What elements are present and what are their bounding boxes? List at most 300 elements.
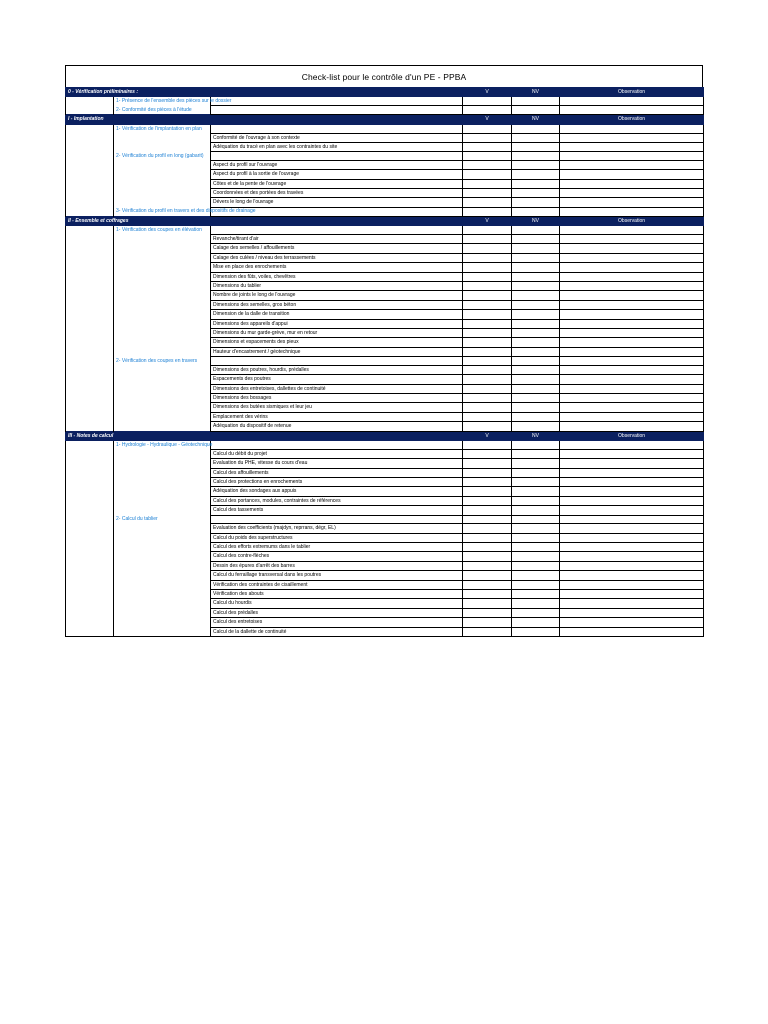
- checklist-item-row: [66, 235, 704, 244]
- checklist-item-row: [66, 244, 704, 253]
- observation-cell[interactable]: [560, 459, 704, 468]
- observation-cell[interactable]: [560, 384, 704, 393]
- v-cell[interactable]: [463, 599, 512, 608]
- observation-cell[interactable]: [560, 365, 704, 374]
- nv-cell[interactable]: [512, 207, 560, 216]
- nv-cell[interactable]: [512, 244, 560, 253]
- v-cell[interactable]: [463, 561, 512, 570]
- checklist-item-row: [66, 347, 704, 356]
- subsection-spacer: [211, 97, 463, 106]
- subsection-row: [66, 124, 704, 133]
- nv-cell[interactable]: [512, 152, 560, 160]
- nv-cell[interactable]: [512, 310, 560, 319]
- v-cell[interactable]: [463, 282, 512, 291]
- row-index-cell: [66, 627, 114, 636]
- observation-cell[interactable]: [560, 170, 704, 179]
- subsection-row: [66, 357, 704, 365]
- observation-cell[interactable]: [560, 97, 704, 106]
- v-cell[interactable]: [463, 449, 512, 458]
- row-index-cell: [66, 365, 114, 374]
- row-index-cell: [66, 589, 114, 598]
- v-cell[interactable]: [463, 580, 512, 589]
- section-header-row: [66, 88, 704, 97]
- item-label: Calcul des protections en enrochements: [211, 478, 463, 487]
- observation-cell[interactable]: [560, 244, 704, 253]
- item-label: Dimension de la dalle de transition: [211, 310, 463, 319]
- row-index-cell: [66, 329, 114, 338]
- observation-cell[interactable]: [560, 487, 704, 496]
- observation-cell[interactable]: [560, 310, 704, 319]
- row-index-cell: [66, 319, 114, 328]
- item-label: Evaluation du PHE, vitesse du cours d'eau: [211, 459, 463, 468]
- observation-cell[interactable]: [560, 253, 704, 262]
- checklist-item-row: [66, 412, 704, 421]
- v-cell[interactable]: [463, 357, 512, 365]
- checklist-item-row: [66, 133, 704, 142]
- item-label: Conformité de l'ouvrage à son contexte: [211, 133, 463, 142]
- row-index-cell: [66, 375, 114, 384]
- v-cell[interactable]: [463, 393, 512, 402]
- nv-cell[interactable]: [512, 170, 560, 179]
- item-label: Dimensions des butées sismiques et leur jeu: [211, 403, 463, 412]
- row-index-cell: [66, 226, 114, 235]
- nv-cell[interactable]: [512, 608, 560, 617]
- checklist-item-row: [66, 403, 704, 412]
- subsection-spacer: [211, 226, 463, 235]
- nv-cell[interactable]: [512, 179, 560, 188]
- row-index-cell: [66, 515, 114, 523]
- observation-cell[interactable]: [560, 422, 704, 431]
- nv-cell[interactable]: [512, 235, 560, 244]
- row-index-cell: [66, 235, 114, 244]
- v-cell[interactable]: [463, 188, 512, 197]
- row-index-cell: [66, 393, 114, 402]
- subsection-label: 2- Vérification du profil en long (gabarit): [114, 152, 211, 160]
- nv-cell[interactable]: [512, 357, 560, 365]
- nv-cell[interactable]: [512, 393, 560, 402]
- observation-cell[interactable]: [560, 263, 704, 272]
- row-index-cell: [66, 487, 114, 496]
- nv-cell[interactable]: [512, 188, 560, 197]
- observation-cell[interactable]: [560, 357, 704, 365]
- item-label: Dessin des épures d'arrêt des barres: [211, 561, 463, 570]
- checklist-item-row: [66, 310, 704, 319]
- v-cell[interactable]: [463, 506, 512, 515]
- observation-cell[interactable]: [560, 300, 704, 309]
- v-cell[interactable]: [463, 272, 512, 281]
- item-spacer-cell: [114, 487, 211, 496]
- subsection-spacer: [211, 440, 463, 449]
- nv-cell[interactable]: [512, 300, 560, 309]
- nv-cell[interactable]: [512, 365, 560, 374]
- observation-cell[interactable]: [560, 468, 704, 477]
- nv-cell[interactable]: [512, 412, 560, 421]
- row-index-cell: [66, 179, 114, 188]
- item-spacer-cell: [114, 506, 211, 515]
- v-cell[interactable]: [463, 198, 512, 207]
- checklist-item-row: [66, 468, 704, 477]
- checklist-item-row: [66, 198, 704, 207]
- nv-cell[interactable]: [512, 338, 560, 347]
- checklist-item-row: [66, 580, 704, 589]
- nv-cell[interactable]: [512, 533, 560, 542]
- observation-cell[interactable]: [560, 160, 704, 169]
- nv-cell[interactable]: [512, 319, 560, 328]
- nv-cell[interactable]: [512, 403, 560, 412]
- row-index-cell: [66, 97, 114, 106]
- item-label: Dimensions des bossages: [211, 393, 463, 402]
- nv-cell[interactable]: [512, 282, 560, 291]
- row-index-cell: [66, 384, 114, 393]
- nv-cell[interactable]: [512, 449, 560, 458]
- v-cell[interactable]: [463, 207, 512, 216]
- col-header-v: V: [463, 88, 512, 97]
- observation-cell[interactable]: [560, 179, 704, 188]
- item-label: Vérification des abouts: [211, 589, 463, 598]
- item-label: Adéquation des sondages aux appuis: [211, 487, 463, 496]
- item-label: Dimensions des appareils d'appui: [211, 319, 463, 328]
- observation-cell[interactable]: [560, 291, 704, 300]
- v-cell[interactable]: [463, 487, 512, 496]
- row-index-cell: [66, 449, 114, 458]
- row-index-cell: [66, 347, 114, 356]
- checklist-item-row: [66, 160, 704, 169]
- nv-cell[interactable]: [512, 291, 560, 300]
- v-cell[interactable]: [463, 412, 512, 421]
- checklist-item-row: [66, 459, 704, 468]
- nv-cell[interactable]: [512, 524, 560, 533]
- nv-cell[interactable]: [512, 263, 560, 272]
- checklist-table: [65, 87, 704, 637]
- v-cell[interactable]: [463, 524, 512, 533]
- item-spacer-cell: [114, 347, 211, 356]
- item-label: Dimensions des semelles, gros béton: [211, 300, 463, 309]
- observation-cell[interactable]: [560, 272, 704, 281]
- v-cell[interactable]: [463, 106, 512, 115]
- nv-cell[interactable]: [512, 253, 560, 262]
- subsection-row: [66, 106, 704, 115]
- observation-cell[interactable]: [560, 599, 704, 608]
- nv-cell[interactable]: [512, 106, 560, 115]
- v-cell[interactable]: [463, 124, 512, 133]
- row-index-cell: [66, 459, 114, 468]
- observation-cell[interactable]: [560, 319, 704, 328]
- v-cell[interactable]: [463, 152, 512, 160]
- observation-cell[interactable]: [560, 580, 704, 589]
- checklist-item-row: [66, 384, 704, 393]
- subsection-row: [66, 440, 704, 449]
- v-cell[interactable]: [463, 618, 512, 627]
- nv-cell[interactable]: [512, 561, 560, 570]
- v-cell[interactable]: [463, 542, 512, 551]
- col-header-nv: NV: [512, 115, 560, 124]
- row-index-cell: [66, 618, 114, 627]
- checklist-item-row: [66, 272, 704, 281]
- row-index-cell: [66, 310, 114, 319]
- nv-cell[interactable]: [512, 571, 560, 580]
- section-header-label: II - Ensemble et coffrages: [66, 216, 463, 225]
- section-header-label: I - Implantation: [66, 115, 463, 124]
- v-cell[interactable]: [463, 179, 512, 188]
- item-spacer-cell: [114, 282, 211, 291]
- nv-cell[interactable]: [512, 459, 560, 468]
- v-cell[interactable]: [463, 142, 512, 151]
- item-spacer-cell: [114, 170, 211, 179]
- checklist-item-row: [66, 393, 704, 402]
- v-cell[interactable]: [463, 571, 512, 580]
- nv-cell[interactable]: [512, 487, 560, 496]
- subsection-row: [66, 97, 704, 106]
- nv-cell[interactable]: [512, 440, 560, 449]
- item-label: Calcul du hourdis: [211, 599, 463, 608]
- subsection-label: 1- Vérification de l'implantation en plan: [114, 124, 211, 133]
- nv-cell[interactable]: [512, 347, 560, 356]
- item-spacer-cell: [114, 300, 211, 309]
- row-index-cell: [66, 571, 114, 580]
- row-index-cell: [66, 207, 114, 216]
- observation-cell[interactable]: [560, 561, 704, 570]
- observation-cell[interactable]: [560, 524, 704, 533]
- observation-cell[interactable]: [560, 338, 704, 347]
- item-label: Aspect du profil à la sortie de l'ouvrage: [211, 170, 463, 179]
- item-spacer-cell: [114, 253, 211, 262]
- item-label: Adéquation du tracé en plan avec les contraintes du site: [211, 142, 463, 151]
- row-index-cell: [66, 291, 114, 300]
- subsection-label: 3- Vérification du profil en travers et des dispositifs de drainage: [114, 207, 211, 216]
- nv-cell[interactable]: [512, 384, 560, 393]
- checklist-item-row: [66, 496, 704, 505]
- observation-cell[interactable]: [560, 449, 704, 458]
- nv-cell[interactable]: [512, 375, 560, 384]
- row-index-cell: [66, 561, 114, 570]
- v-cell[interactable]: [463, 133, 512, 142]
- observation-cell[interactable]: [560, 478, 704, 487]
- nv-cell[interactable]: [512, 478, 560, 487]
- v-cell[interactable]: [463, 291, 512, 300]
- row-index-cell: [66, 282, 114, 291]
- checklist-item-row: [66, 263, 704, 272]
- item-label: Dimension des fûts, voiles, chevêtres: [211, 272, 463, 281]
- v-cell[interactable]: [463, 608, 512, 617]
- observation-cell[interactable]: [560, 329, 704, 338]
- v-cell[interactable]: [463, 552, 512, 561]
- subsection-row: [66, 152, 704, 160]
- row-index-cell: [66, 244, 114, 253]
- observation-cell[interactable]: [560, 403, 704, 412]
- v-cell[interactable]: [463, 226, 512, 235]
- observation-cell[interactable]: [560, 552, 704, 561]
- observation-cell[interactable]: [560, 627, 704, 636]
- nv-cell[interactable]: [512, 589, 560, 598]
- nv-cell[interactable]: [512, 272, 560, 281]
- item-spacer-cell: [114, 412, 211, 421]
- observation-cell[interactable]: [560, 571, 704, 580]
- row-index-cell: [66, 338, 114, 347]
- nv-cell[interactable]: [512, 515, 560, 523]
- observation-cell[interactable]: [560, 496, 704, 505]
- nv-cell[interactable]: [512, 506, 560, 515]
- row-index-cell: [66, 422, 114, 431]
- observation-cell[interactable]: [560, 412, 704, 421]
- v-cell[interactable]: [463, 459, 512, 468]
- v-cell[interactable]: [463, 468, 512, 477]
- observation-cell[interactable]: [560, 347, 704, 356]
- v-cell[interactable]: [463, 253, 512, 262]
- v-cell[interactable]: [463, 244, 512, 253]
- checklist-item-row: [66, 608, 704, 617]
- subsection-spacer: [211, 124, 463, 133]
- nv-cell[interactable]: [512, 160, 560, 169]
- item-label: Calcul des tassements: [211, 506, 463, 515]
- nv-cell[interactable]: [512, 599, 560, 608]
- v-cell[interactable]: [463, 533, 512, 542]
- checklist-item-row: [66, 627, 704, 636]
- v-cell[interactable]: [463, 403, 512, 412]
- nv-cell[interactable]: [512, 496, 560, 505]
- row-index-cell: [66, 300, 114, 309]
- observation-cell[interactable]: [560, 393, 704, 402]
- item-spacer-cell: [114, 618, 211, 627]
- item-spacer-cell: [114, 179, 211, 188]
- observation-cell[interactable]: [560, 142, 704, 151]
- v-cell[interactable]: [463, 347, 512, 356]
- v-cell[interactable]: [463, 589, 512, 598]
- section-header-label: III - Notes de calcul: [66, 431, 463, 440]
- item-label: Calcul de la dallette de continuité: [211, 627, 463, 636]
- item-spacer-cell: [114, 422, 211, 431]
- row-index-cell: [66, 608, 114, 617]
- observation-cell[interactable]: [560, 618, 704, 627]
- v-cell[interactable]: [463, 97, 512, 106]
- section-header-row: [66, 115, 704, 124]
- observation-cell[interactable]: [560, 375, 704, 384]
- observation-cell[interactable]: [560, 542, 704, 551]
- v-cell[interactable]: [463, 365, 512, 374]
- item-label: Mise en place des enrochements: [211, 263, 463, 272]
- nv-cell[interactable]: [512, 422, 560, 431]
- observation-cell[interactable]: [560, 106, 704, 115]
- observation-cell[interactable]: [560, 133, 704, 142]
- subsection-spacer: [211, 106, 463, 115]
- item-spacer-cell: [114, 449, 211, 458]
- v-cell[interactable]: [463, 235, 512, 244]
- observation-cell[interactable]: [560, 124, 704, 133]
- item-label: Calcul des entretoises: [211, 618, 463, 627]
- item-label: Hauteur d'encastrement / géotechnique: [211, 347, 463, 356]
- nv-cell[interactable]: [512, 552, 560, 561]
- checklist-item-row: [66, 338, 704, 347]
- col-header-nv: NV: [512, 431, 560, 440]
- checklist-item-row: [66, 599, 704, 608]
- v-cell[interactable]: [463, 515, 512, 523]
- v-cell[interactable]: [463, 329, 512, 338]
- checklist-item-row: [66, 487, 704, 496]
- v-cell[interactable]: [463, 440, 512, 449]
- v-cell[interactable]: [463, 496, 512, 505]
- nv-cell[interactable]: [512, 124, 560, 133]
- item-label: Calage des culées / niveau des terrassements: [211, 253, 463, 262]
- observation-cell[interactable]: [560, 608, 704, 617]
- checklist-item-row: [66, 524, 704, 533]
- subsection-row: [66, 207, 704, 216]
- item-spacer-cell: [114, 533, 211, 542]
- nv-cell[interactable]: [512, 468, 560, 477]
- observation-cell[interactable]: [560, 188, 704, 197]
- v-cell[interactable]: [463, 422, 512, 431]
- nv-cell[interactable]: [512, 618, 560, 627]
- observation-cell[interactable]: [560, 515, 704, 523]
- v-cell[interactable]: [463, 310, 512, 319]
- v-cell[interactable]: [463, 384, 512, 393]
- checklist-item-row: [66, 170, 704, 179]
- row-index-cell: [66, 580, 114, 589]
- nv-cell[interactable]: [512, 226, 560, 235]
- item-spacer-cell: [114, 580, 211, 589]
- observation-cell[interactable]: [560, 533, 704, 542]
- observation-cell[interactable]: [560, 198, 704, 207]
- checklist-item-row: [66, 142, 704, 151]
- v-cell[interactable]: [463, 627, 512, 636]
- v-cell[interactable]: [463, 160, 512, 169]
- observation-cell[interactable]: [560, 152, 704, 160]
- observation-cell[interactable]: [560, 440, 704, 449]
- item-spacer-cell: [114, 608, 211, 617]
- item-label: Calcul des efforts extremums dans le tablier: [211, 542, 463, 551]
- subsection-spacer: [211, 357, 463, 365]
- nv-cell[interactable]: [512, 133, 560, 142]
- v-cell[interactable]: [463, 478, 512, 487]
- item-spacer-cell: [114, 263, 211, 272]
- v-cell[interactable]: [463, 319, 512, 328]
- checklist-item-row: [66, 329, 704, 338]
- nv-cell[interactable]: [512, 542, 560, 551]
- row-index-cell: [66, 542, 114, 551]
- row-index-cell: [66, 170, 114, 179]
- item-label: Coordonnées et des portées des travées: [211, 188, 463, 197]
- v-cell[interactable]: [463, 263, 512, 272]
- checklist-item-row: [66, 561, 704, 570]
- checklist-item-row: [66, 188, 704, 197]
- item-spacer-cell: [114, 244, 211, 253]
- observation-cell[interactable]: [560, 282, 704, 291]
- nv-cell[interactable]: [512, 97, 560, 106]
- observation-cell[interactable]: [560, 226, 704, 235]
- item-label: Dévers le long de l'ouvrage: [211, 198, 463, 207]
- v-cell[interactable]: [463, 375, 512, 384]
- v-cell[interactable]: [463, 170, 512, 179]
- nv-cell[interactable]: [512, 627, 560, 636]
- item-spacer-cell: [114, 403, 211, 412]
- col-header-v: V: [463, 216, 512, 225]
- item-spacer-cell: [114, 272, 211, 281]
- observation-cell[interactable]: [560, 589, 704, 598]
- row-index-cell: [66, 106, 114, 115]
- item-label: Dimensions du mur garde-grève, mur en retour: [211, 329, 463, 338]
- nv-cell[interactable]: [512, 580, 560, 589]
- observation-cell[interactable]: [560, 235, 704, 244]
- observation-cell[interactable]: [560, 207, 704, 216]
- v-cell[interactable]: [463, 338, 512, 347]
- item-spacer-cell: [114, 310, 211, 319]
- nv-cell[interactable]: [512, 329, 560, 338]
- nv-cell[interactable]: [512, 198, 560, 207]
- row-index-cell: [66, 403, 114, 412]
- v-cell[interactable]: [463, 300, 512, 309]
- item-spacer-cell: [114, 478, 211, 487]
- nv-cell[interactable]: [512, 142, 560, 151]
- observation-cell[interactable]: [560, 506, 704, 515]
- row-index-cell: [66, 198, 114, 207]
